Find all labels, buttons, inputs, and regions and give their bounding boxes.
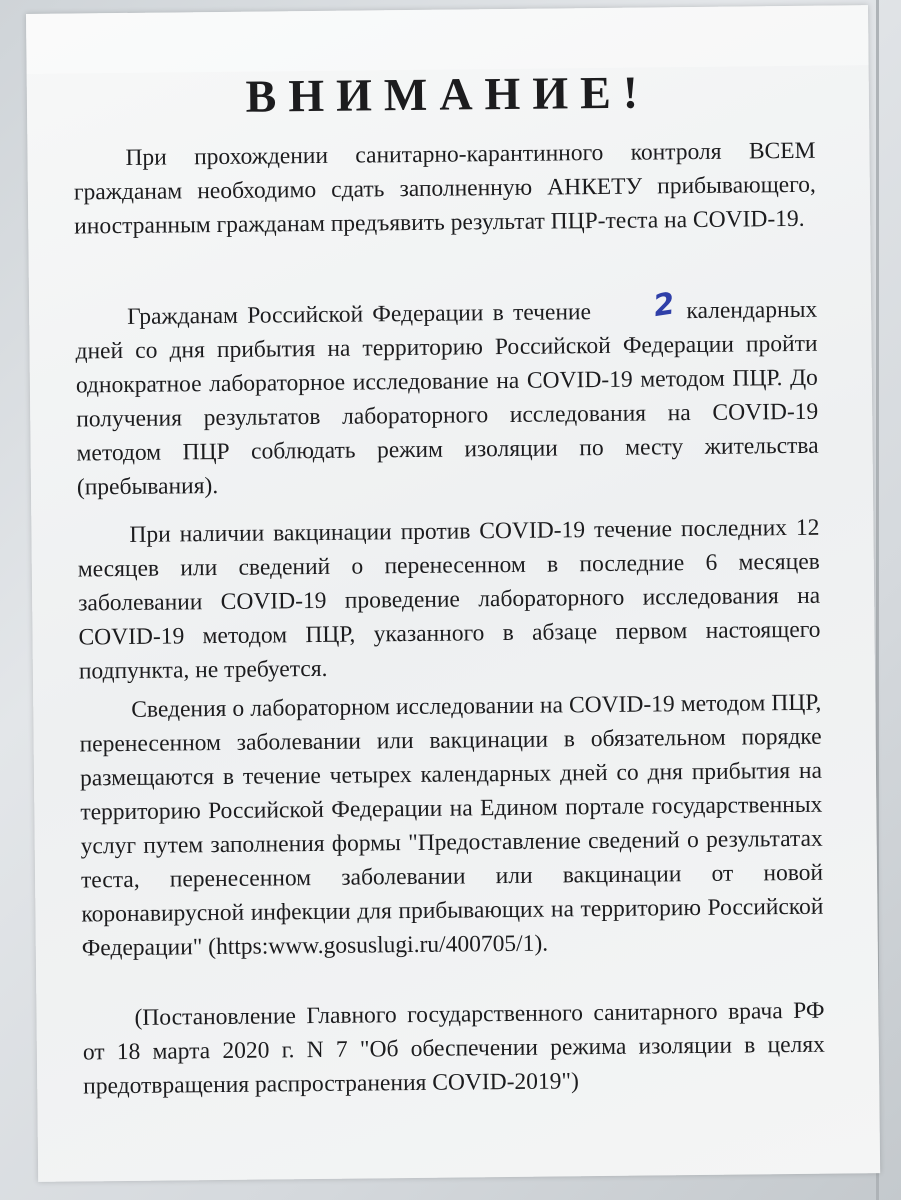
paragraph-vaccination-exemption: При наличии вакцинации против COVID-19 течение последних 12 месяцев или сведений о перенесенном в последние 6 месяцев заболевании COVID-19 проведение лабораторного исследования на COVID-19 методом ПЦР, указанного в абзаце первом настоящего подпункта, не требуется. [77, 514, 821, 685]
paragraph-pcr-test-start: Гражданам Российской Федерации в течение [127, 299, 592, 330]
paragraph-gosuslugi-upload: Сведения о лабораторном исследовании на COVID-19 методом ПЦР, перенесенном заболевании или вакцинации в обязательном порядке размещаются в течение четырех календарных дней со дня прибытия на территорию Российской Федерации на Едином портале государственных услуг путем заполнения формы "Предоставление сведений о результатах теста, перенесенном заболевании или вакцинации от новой коронавирусной инфекции для прибывающих на территорию Российской Федерации" (https:www.gosuslugi.ru/400705/1). [79, 689, 824, 962]
paragraph-pcr-test-end: календарных дней со дня прибытия на территорию Российской Федерации пройти однократное лабораторное исследование на COVID-19 методом ПЦР. До получения результатов лабораторного исследования на COVID-19 методом ПЦР соблюдать режим изоляции по месту жительства (пребывания). [75, 296, 819, 501]
paragraph-legal-reference: (Постановление Главного государственного санитарного врача РФ от 18 марта 2020 г. N 7 "Об обеспечении режима изоляции в целях предотвращения распространения COVID-2019") [82, 997, 825, 1100]
handwritten-days-number: 2 [651, 286, 678, 325]
notice-title: ВНИМАНИЕ! [245, 66, 651, 122]
paragraph-arrival-questionnaire: При прохождении санитарно-карантинного контроля ВСЕМ гражданам необходимо сдать заполненную АНКЕТУ прибывающего, иностранным гражданам предъявить результат ПЦР-теста на COVID-19. [73, 137, 816, 240]
paragraph-pcr-test [75, 286, 819, 505]
notice-sheet [26, 5, 880, 1182]
